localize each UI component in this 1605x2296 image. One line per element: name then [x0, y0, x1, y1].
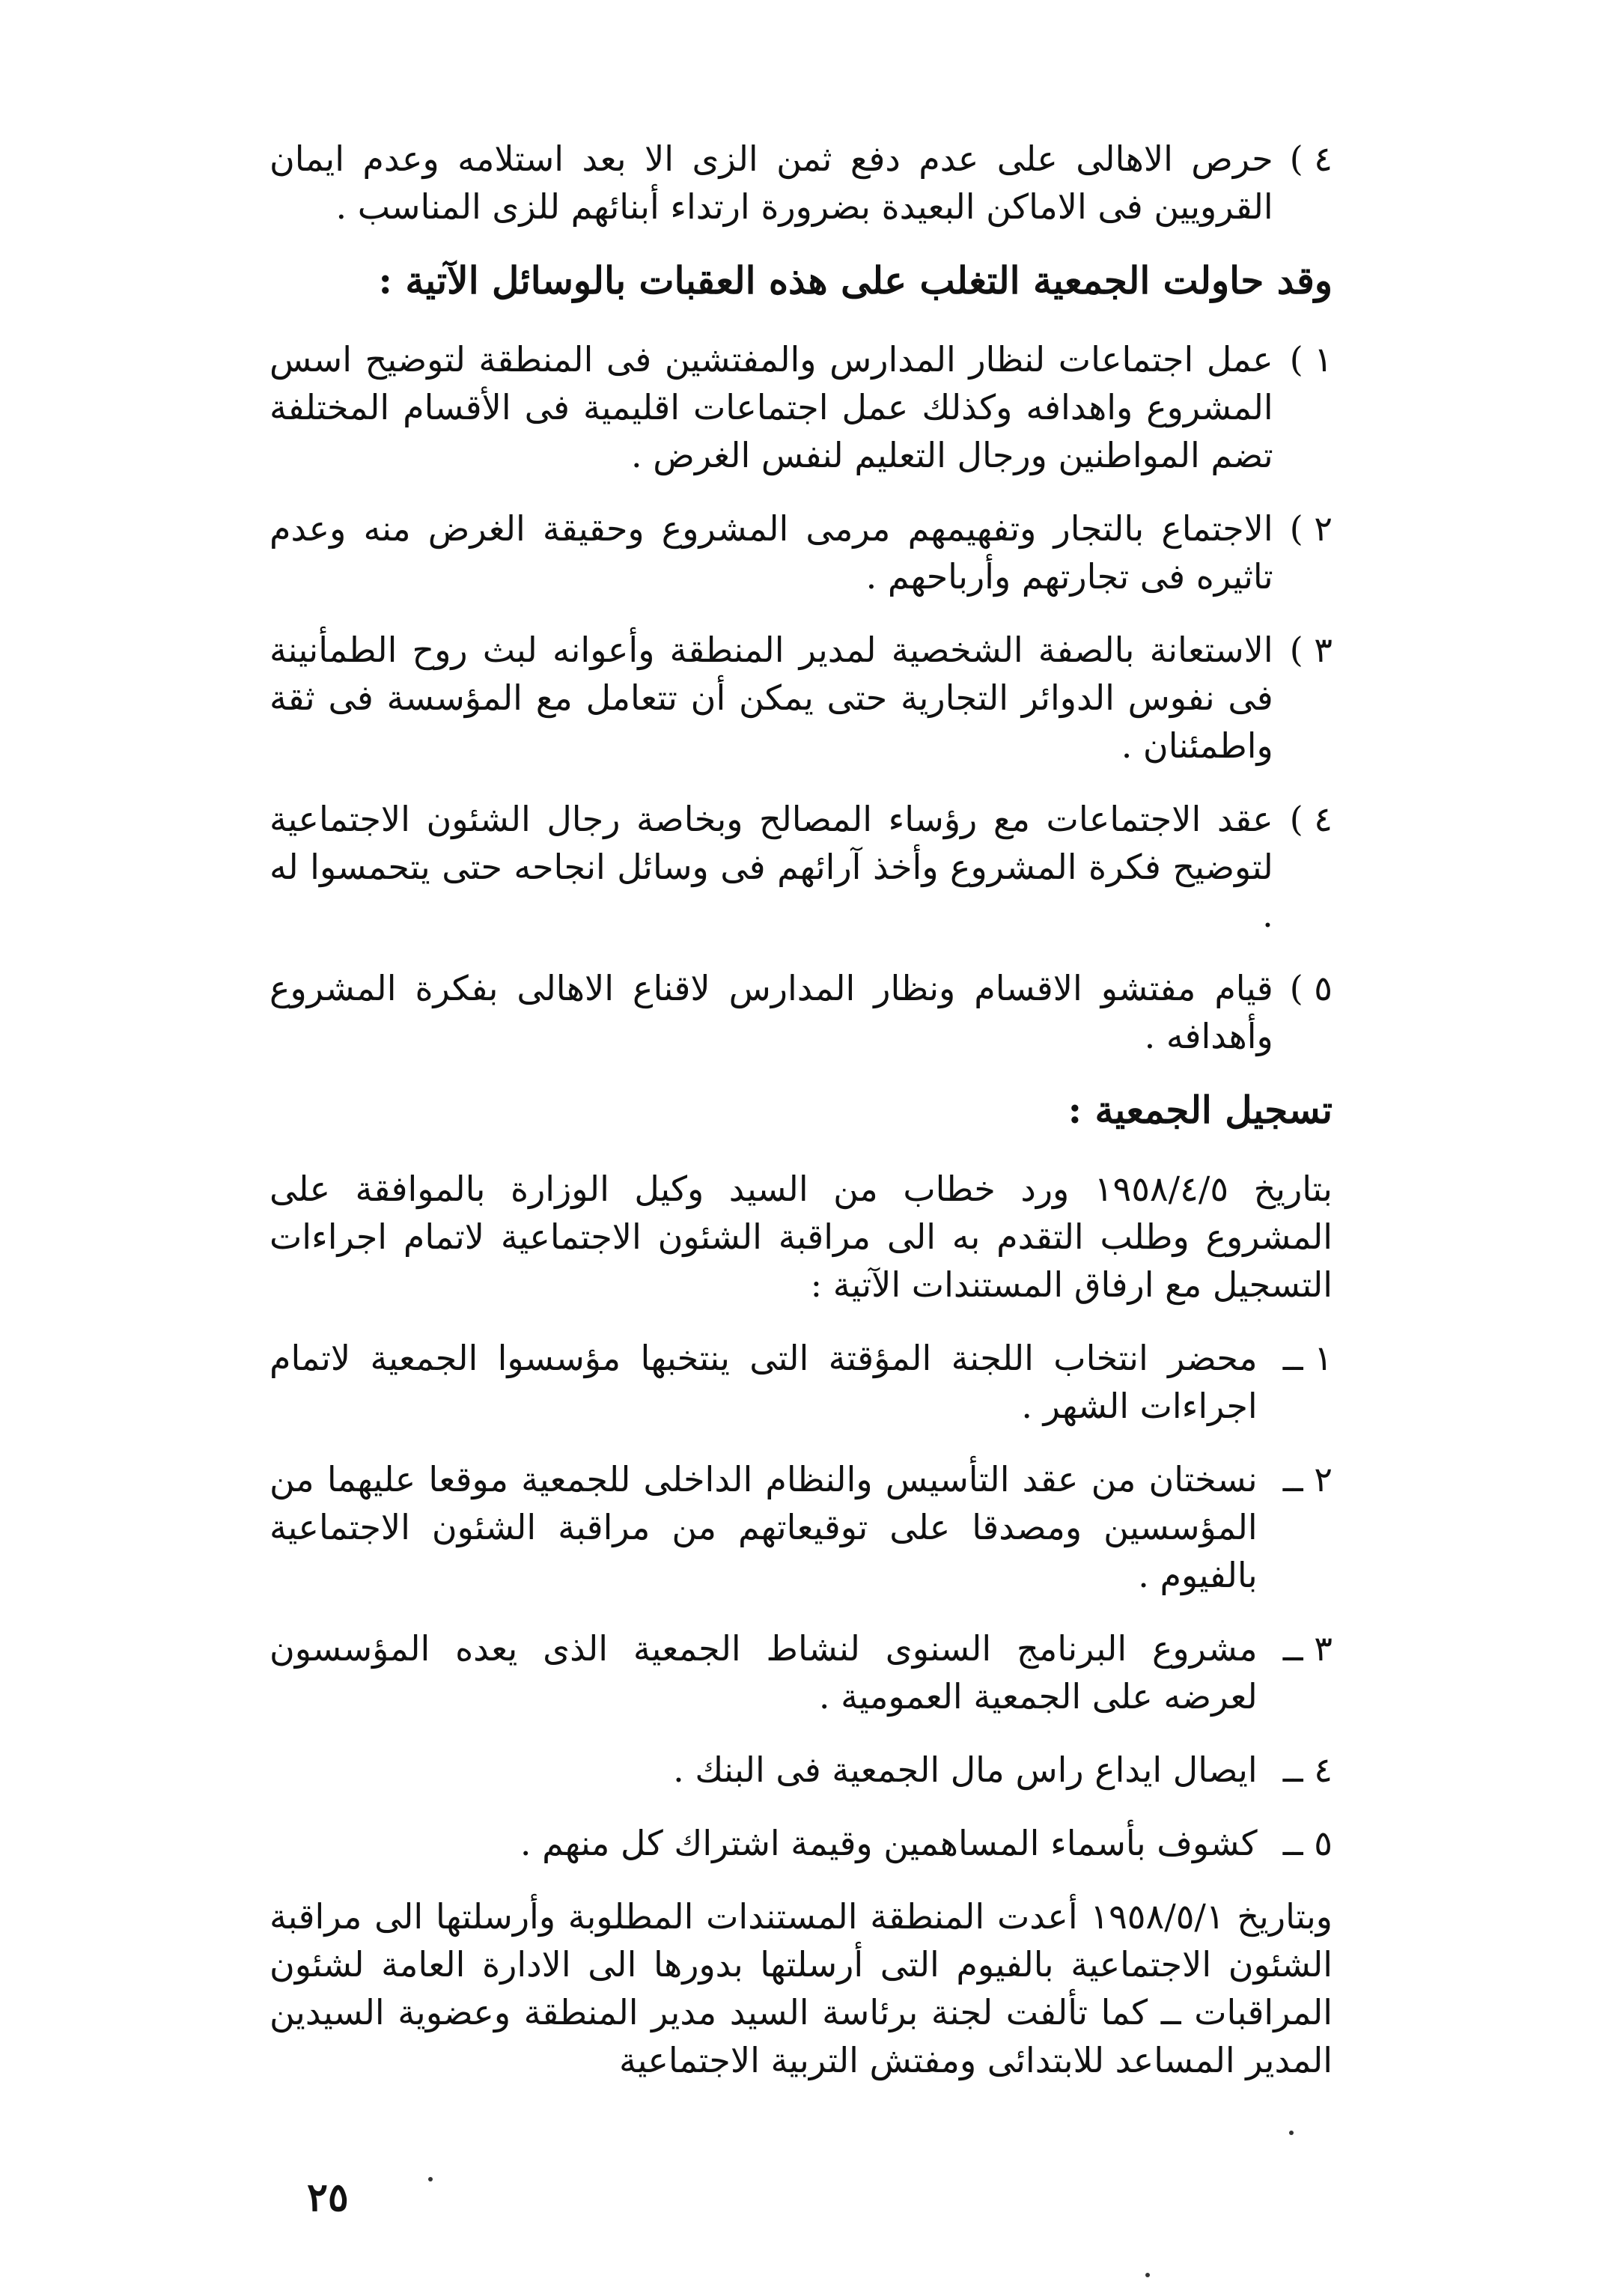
item-text: محضر انتخاب اللجنة المؤقتة التى ينتخبها مؤسسوا الجمعية لاتمام اجراءات الشهر . — [269, 1338, 1258, 1426]
item-text: عمل اجتماعات لنظار المدارس والمفتشين فى المنطقة لتوضيح اسس المشروع واهدافه وكذلك عمل اجتماعات اقليمية فى الأقسام المختلفة تضم المواطنين ورجال التعليم لنفس الغرض . — [269, 339, 1273, 475]
means-item — [269, 335, 1333, 479]
item-text: قيام مفتشو الاقسام ونظار المدارس لاقناع الاهالى بفكرة المشروع وأهدافه . — [269, 968, 1273, 1056]
item-text: عقد الاجتماعات مع رؤساء المصالح وبخاصة رجال الشئون الاجتماعية لتوضيح فكرة المشروع وأخذ آرائهم فى وسائل انجاحه حتى يتحمسوا له . — [269, 799, 1273, 935]
item-number: ٤ ــ — [1282, 1750, 1333, 1790]
item-text: كشوف بأسماء المساهمين وقيمة اشتراك كل منهم . — [520, 1823, 1258, 1863]
item-number: ٣ ــ — [1282, 1628, 1333, 1669]
document-item — [269, 1746, 1333, 1794]
document-page — [269, 135, 1333, 2110]
item-number: ٤ ) — [1289, 799, 1333, 839]
scan-speck — [1289, 2131, 1294, 2135]
document-item — [269, 1455, 1333, 1599]
item-number: ١ ــ — [1282, 1338, 1333, 1378]
closing-paragraph: وبتاريخ ١٩٥٨/٥/١ أعدت المنطقة المستندات المطلوبة وأرسلتها الى مراقبة الشئون الاجتماعية بالفيوم التى أرسلتها بدورها الى الادارة العامة لشئون المراقبات ــ كما تألفت لجنة برئاسة السيد مدير المنطقة وعضوية السيدين المدير المساعد للابتدائى ومفتش التربية الاجتماعية — [269, 1896, 1333, 2080]
obstacle-item-4 — [269, 135, 1333, 231]
item-text: نسختان من عقد التأسيس والنظام الداخلى للجمعية موقعا عليهما من المؤسسين ومصدقا على توقيعاتهم من مراقبة الشئون الاجتماعية بالفيوم . — [269, 1459, 1258, 1595]
item-text: الاستعانة بالصفة الشخصية لمدير المنطقة وأعوانه لبث روح الطمأنينة فى نفوس الدوائر التجارية حتى يمكن أن تتعامل مع المؤسسة فى ثقة واطمئنان . — [269, 630, 1273, 766]
item-text: ايصال ايداع راس مال الجمعية فى البنك . — [673, 1750, 1258, 1790]
registration-heading: تسجيل الجمعية : — [1068, 1088, 1333, 1132]
item-number: ٥ ) — [1289, 968, 1333, 1008]
means-item — [269, 795, 1333, 939]
item-number: ٢ ــ — [1282, 1459, 1333, 1499]
item-number: ٥ ــ — [1282, 1823, 1333, 1863]
item-number: ٣ ) — [1289, 630, 1333, 670]
scan-speck — [1145, 2273, 1150, 2277]
document-item — [269, 1819, 1333, 1867]
item-text: مشروع البرنامج السنوى لنشاط الجمعية الذى يعده المؤسسون لعرضه على الجمعية العمومية . — [269, 1628, 1258, 1717]
document-item — [269, 1624, 1333, 1720]
means-item — [269, 964, 1333, 1060]
means-item — [269, 626, 1333, 770]
registration-intro: بتاريخ ١٩٥٨/٤/٥ ورد خطاب من السيد وكيل الوزارة بالموافقة على المشروع وطلب التقدم به الى مراقبة الشئون الاجتماعية لاتمام اجراءات التسجيل مع ارفاق المستندات الآتية : — [269, 1169, 1333, 1305]
item-number: ٢ ) — [1289, 508, 1333, 549]
page-number: ٢٥ — [307, 2175, 349, 2220]
scan-speck — [428, 2177, 433, 2181]
item-text: حرص الاهالى على عدم دفع ثمن الزى الا بعد استلامه وعدم ايمان القرويين فى الاماكن البعيدة بضرورة ارتداء أبنائهم للزى المناسب . — [269, 138, 1273, 227]
means-item — [269, 505, 1333, 600]
item-number: ٤ ) — [1289, 138, 1333, 179]
document-item — [269, 1334, 1333, 1430]
item-text: الاجتماع بالتجار وتفهيمهم مرمى المشروع وحقيقة الغرض منه وعدم تاثيره فى تجارتهم وأرباحهم . — [269, 508, 1273, 597]
item-number: ١ ) — [1289, 339, 1333, 380]
means-heading: وقد حاولت الجمعية التغلب على هذه العقبات بالوسائل الآتية : — [378, 258, 1333, 302]
